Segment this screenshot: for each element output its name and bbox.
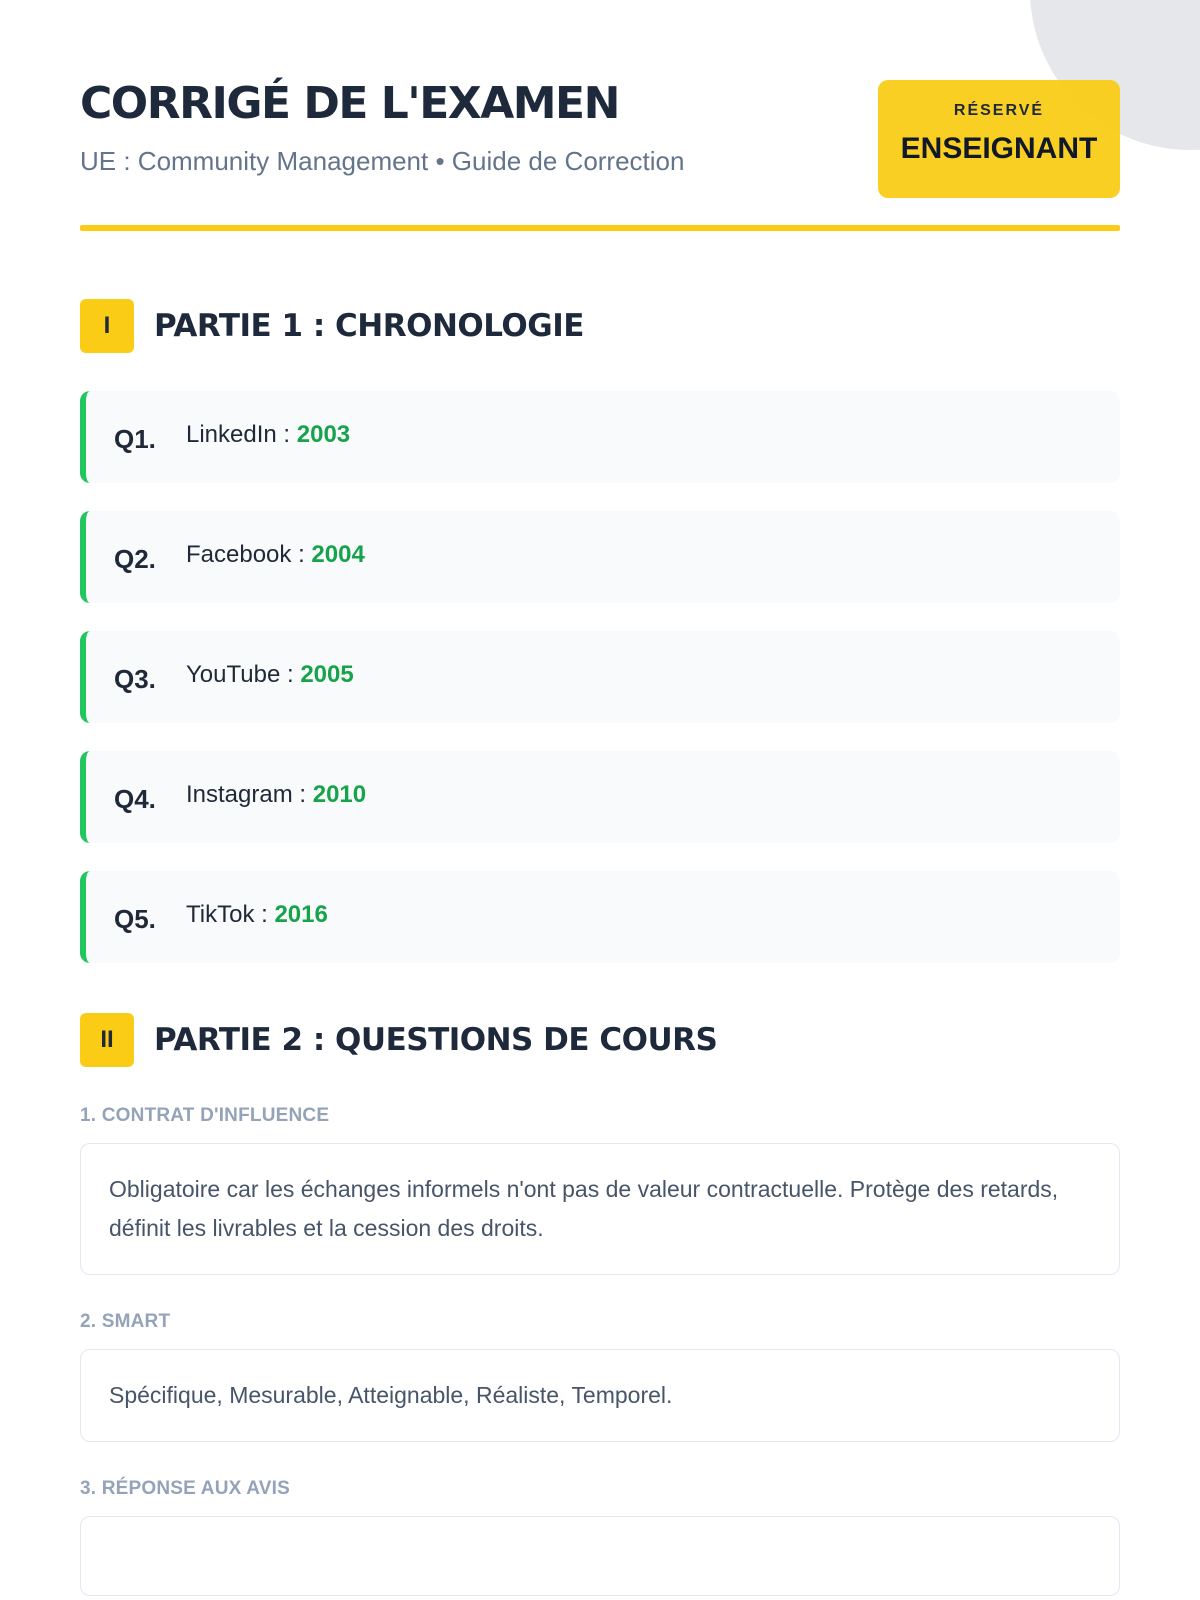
- answer-year: 2016: [274, 901, 328, 928]
- question-number: Q3.: [114, 663, 156, 694]
- question-answer: [186, 421, 350, 449]
- platform-name: LinkedIn :: [186, 421, 297, 448]
- chronology-item-q2: [80, 511, 1120, 603]
- course-answer-box: Spécifique, Mesurable, Atteignable, Réaliste, Temporel.: [80, 1349, 1120, 1442]
- chronology-list: [80, 391, 1120, 963]
- platform-name: Facebook :: [186, 541, 312, 568]
- platform-name: Instagram :: [186, 781, 313, 808]
- chronology-item-q4: [80, 751, 1120, 843]
- reserved-teacher-badge: [878, 80, 1120, 198]
- course-answer-box: [80, 1516, 1120, 1596]
- part1-heading: [80, 299, 1120, 353]
- part2-section: [80, 1013, 1120, 1596]
- question-answer: [186, 781, 366, 809]
- question-answer: [186, 661, 354, 689]
- chronology-item-q3: [80, 631, 1120, 723]
- course-question-1: [80, 1105, 1120, 1275]
- part1-roman-badge: I: [80, 299, 134, 353]
- course-question-2: [80, 1311, 1120, 1442]
- course-question-3: [80, 1478, 1120, 1596]
- part1-title: PARTIE 1 : CHRONOLOGIE: [154, 308, 584, 344]
- answer-year: 2003: [296, 421, 351, 448]
- badge-big-label: ENSEIGNANT: [900, 132, 1098, 165]
- document-header: [80, 0, 1120, 232]
- badge-small-label: RÉSERVÉ: [953, 102, 1045, 119]
- answer-year: 2010: [312, 781, 367, 808]
- part2-title: PARTIE 2 : QUESTIONS DE COURS: [154, 1022, 718, 1058]
- header-divider: [80, 225, 1120, 231]
- course-question-label: 2. SMART: [80, 1311, 171, 1332]
- question-number: Q2.: [114, 543, 156, 574]
- answer-year: 2005: [300, 661, 354, 688]
- course-question-label: 3. RÉPONSE AUX AVIS: [80, 1478, 291, 1499]
- question-answer: [186, 901, 328, 929]
- page-subtitle: UE : Community Management • Guide de Correction: [80, 146, 685, 176]
- part2-roman-badge: II: [80, 1013, 134, 1067]
- platform-name: YouTube :: [186, 661, 301, 688]
- course-answer-box: Obligatoire car les échanges informels n'ont pas de valeur contractuelle. Protège des retards, définit les livrables et la cession des droits.: [80, 1143, 1120, 1275]
- chronology-item-q5: [80, 871, 1120, 963]
- question-answer: [186, 541, 365, 569]
- platform-name: TikTok :: [186, 901, 275, 928]
- chronology-item-q1: [80, 391, 1120, 483]
- question-number: Q1.: [114, 423, 156, 454]
- course-question-label: 1. CONTRAT D'INFLUENCE: [80, 1105, 330, 1126]
- part2-heading: [80, 1013, 1120, 1067]
- answer-year: 2004: [311, 541, 365, 568]
- page-title: CORRIGÉ DE L'EXAMEN: [80, 78, 619, 129]
- question-number: Q5.: [114, 903, 156, 934]
- part1-section: [80, 299, 1120, 963]
- question-number: Q4.: [114, 783, 156, 814]
